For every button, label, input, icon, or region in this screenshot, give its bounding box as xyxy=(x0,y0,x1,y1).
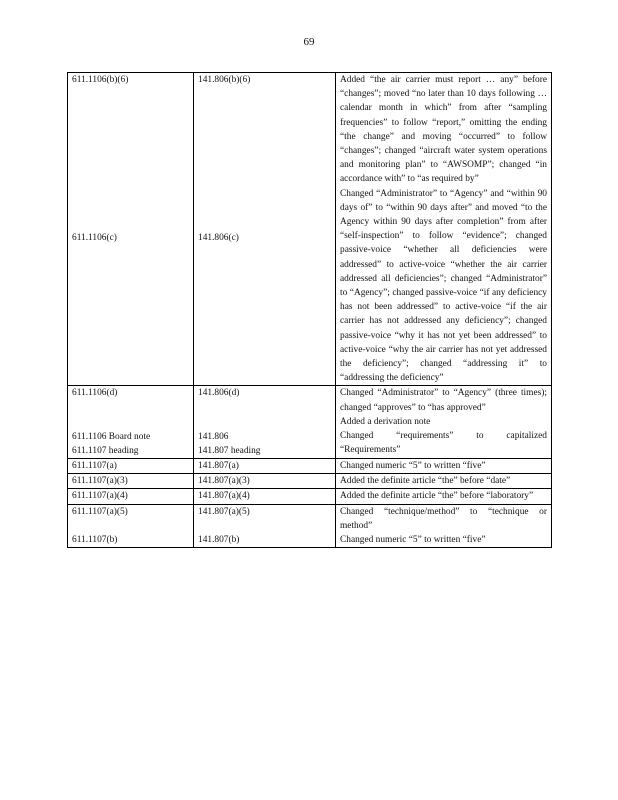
old-section-cell xyxy=(68,474,194,489)
remarks-text: Changed “Administrator” to “Agency” and “within 90 days of” to “within 90 days after” and moved “to the Agency within 90 days after completion” from after “self-inspection” to follow “evidence”; changed passive-voice “whether all deficiencies were addressed” to active-voice “whether the air carrier addressed all deficiencies”; changed “Administrator” to “Agency”; changed passive-voice “if any deficiency has not been addressed” to active-voice “if the air carrier has not addressed any deficiency”; changed passive-voice “why it has not yet been addressed” to active-voice “why the air carrier has not yet addressed the deficiency”; changed “addressing it” to “addressing the deficiency” xyxy=(340,188,547,384)
new-section: 141.807(a) xyxy=(198,461,239,472)
old-section: 611.1107(a)(5) xyxy=(72,506,128,517)
old-section-cell xyxy=(68,489,194,504)
table-row xyxy=(68,386,552,459)
new-section: 141.806(b)(6) xyxy=(198,75,251,85)
remarks-text: Changed “technique/method” to “technique or method” xyxy=(340,506,547,531)
old-section-cell xyxy=(68,73,194,386)
remarks-text: Changed numeric “5” to written “five” xyxy=(340,461,486,472)
new-section-cell xyxy=(194,504,336,548)
remarks-cell xyxy=(336,474,552,489)
old-section: 611.1107 heading xyxy=(72,445,139,456)
new-section: 141.807(a)(3) xyxy=(198,476,250,487)
new-section: 141.806 xyxy=(198,431,229,442)
table-row xyxy=(68,489,552,504)
remarks-text: Added the definite article “the” before “date” xyxy=(340,476,511,487)
remarks-text: Changed “Administrator” to “Agency” (three times); changed “approves” to “has approved” xyxy=(340,388,547,413)
old-section: 611.1106(b)(6) xyxy=(72,75,129,85)
new-section-cell xyxy=(194,474,336,489)
table-row xyxy=(68,459,552,474)
page-number: 69 xyxy=(303,36,315,48)
remarks-cell xyxy=(336,73,552,386)
remarks-text: Added a derivation note xyxy=(340,416,431,427)
old-section-cell xyxy=(68,459,194,474)
new-section: 141.806(d) xyxy=(198,388,240,399)
new-section: 141.806(c) xyxy=(198,233,239,244)
derivation-table xyxy=(67,72,552,548)
remarks-cell xyxy=(336,386,552,459)
old-section: 611.1106(d) xyxy=(72,388,118,399)
remarks-text: Added “the air carrier must report … any” before “changes”; moved “no later than 10 days following … calendar month in which” from after “sampling frequencies” to follow “report,” omitting the ending “the change” and moving “occurred” to follow “changes”; changed “aircraft water system operations and monitoring plan” to “AWSOMP”; changed “in accordance with” to “as required by” xyxy=(340,75,547,185)
remarks-cell xyxy=(336,459,552,474)
new-section-cell xyxy=(194,459,336,474)
old-section: 611.1107(a)(3) xyxy=(72,476,128,487)
new-section-cell xyxy=(194,386,336,459)
old-section: 611.1106(c) xyxy=(72,233,117,244)
remarks-cell xyxy=(336,489,552,504)
remarks-cell xyxy=(336,504,552,548)
remarks-text: Changed “requirements” to capitalized “Requirements” xyxy=(340,431,547,456)
new-section: 141.807(a)(5) xyxy=(198,506,250,517)
old-section-cell xyxy=(68,504,194,548)
new-section: 141.807(b) xyxy=(198,534,240,545)
table-row xyxy=(68,504,552,548)
new-section: 141.807(a)(4) xyxy=(198,491,250,502)
remarks-text: Changed numeric “5” to written “five” xyxy=(340,535,486,546)
old-section: 611.1107(a)(4) xyxy=(72,491,128,502)
old-section: 611.1107(b) xyxy=(72,534,118,545)
table-row xyxy=(68,474,552,489)
new-section-cell xyxy=(194,489,336,504)
table-row xyxy=(68,73,552,386)
old-section-cell xyxy=(68,386,194,459)
new-section: 141.807 heading xyxy=(198,445,261,456)
old-section: 611.1106 Board note xyxy=(72,431,151,442)
remarks-text: Added the definite article “the” before “laboratory” xyxy=(340,491,534,502)
old-section: 611.1107(a) xyxy=(72,461,117,472)
new-section-cell xyxy=(194,73,336,386)
